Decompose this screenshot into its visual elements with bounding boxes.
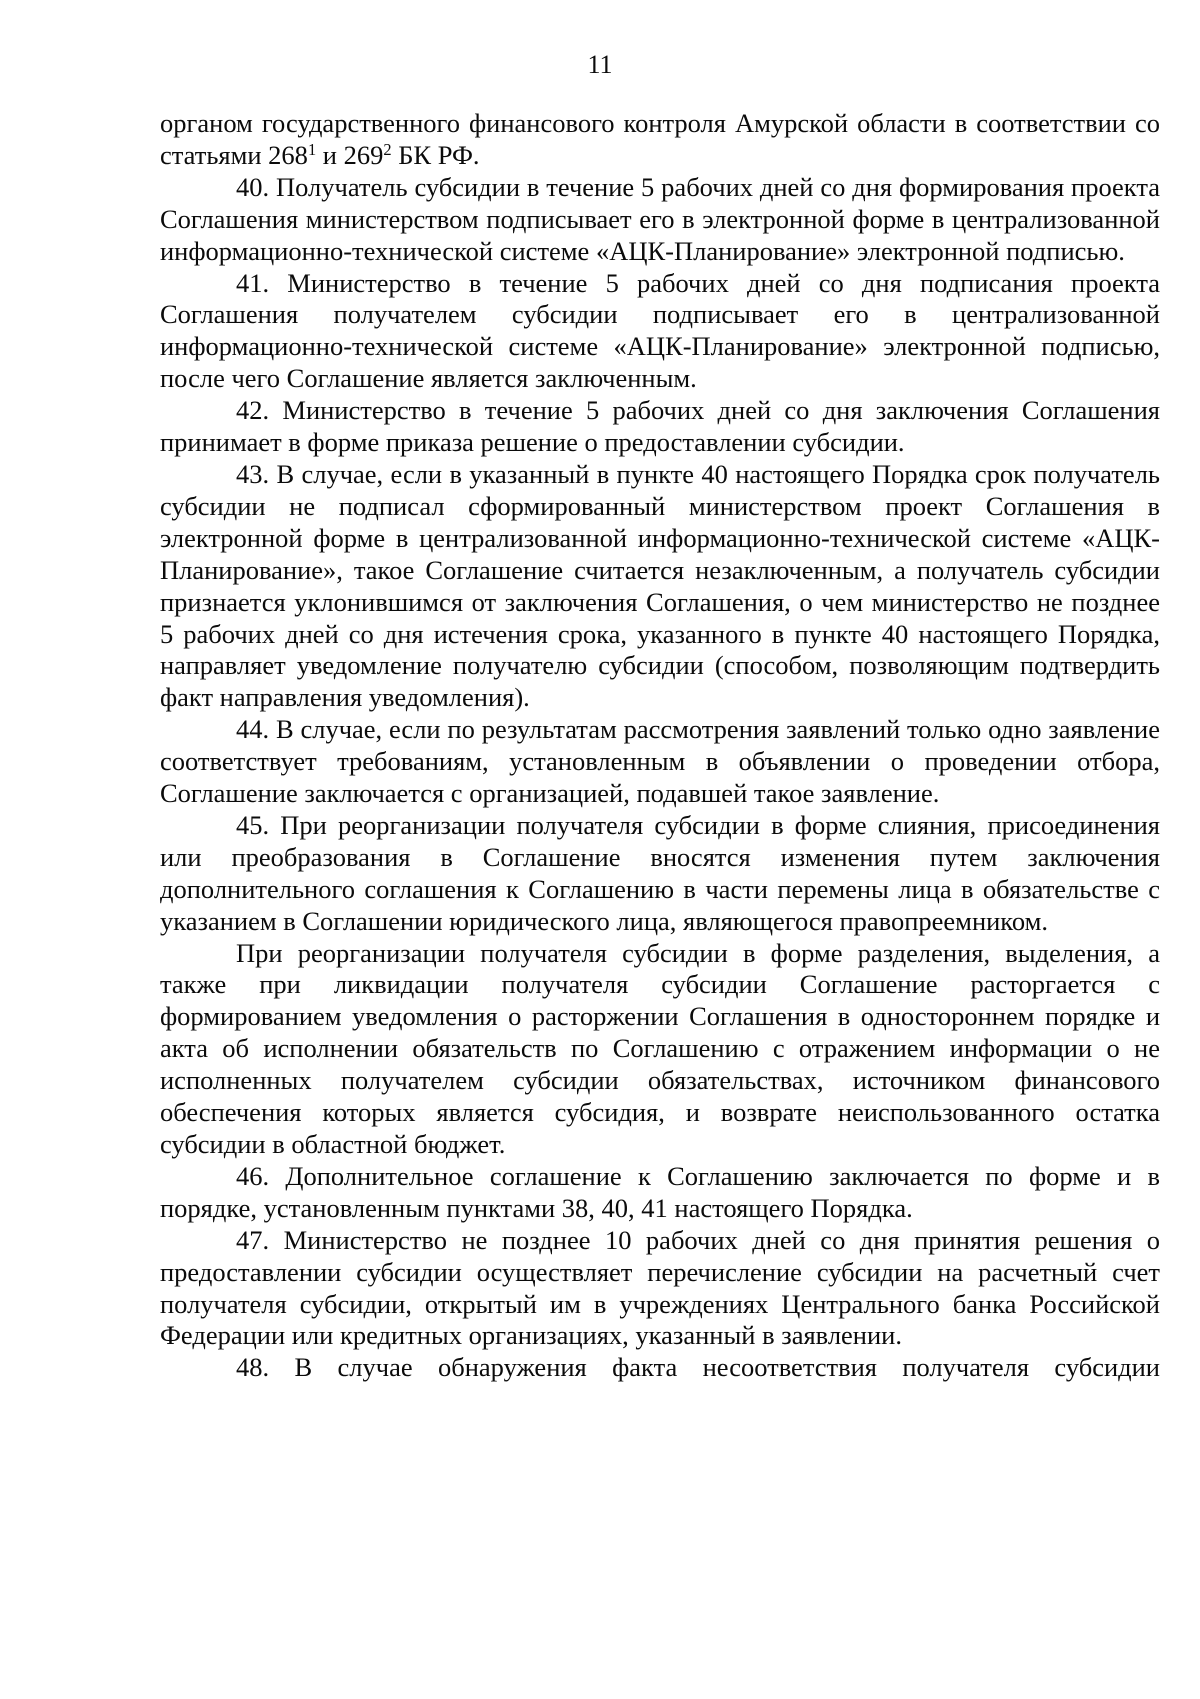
paragraph-45-second: При реорганизации получателя субсидии в форме разделения, выделения, а также при ликвидации получателя субсидии Соглашение расторгается с формированием уведомления о расторжении Соглашения в одностороннем порядке и акта об исполнении обязательств по Соглашению с отражением информации о не исполненных получателем субсидии обязательствах, источником финансового обеспечения которых является субсидия, и возврате неиспользованного остатка субсидии в областной бюджет.	[160, 937, 1160, 1159]
footnote-superscript-1: 1	[307, 139, 317, 159]
paragraph-39-text-a: органом государственного финансового контроля Амурской области в соответствии со статьями 268	[160, 108, 1160, 170]
paragraph-41: 41. Министерство в течение 5 рабочих дней со дня подписания проекта Соглашения получателем субсидии подписывает его в централизованной информационно-технической системе «АЦК-Планирование» электронной подписью, после чего Соглашение является заключенным.	[160, 267, 1160, 394]
paragraph-39-continuation	[160, 108, 1160, 172]
paragraph-44: 44. В случае, если по результатам рассмотрения заявлений только одно заявление соответствует требованиям, установленным в объявлении о проведении отбора, Соглашение заключается с организацией, подавшей такое заявление.	[160, 714, 1160, 809]
paragraph-48: 48. В случае обнаружения факта несоответствия получателя субсидии	[236, 1352, 1160, 1383]
paragraph-45: 45. При реорганизации получателя субсидии в форме слияния, присоединения или преобразования в Соглашение вносятся изменения путем заключения дополнительного соглашения к Соглашению в части перемены лица в обязательстве с указанием в Соглашении юридического лица, являющегося правопреемником.	[160, 809, 1160, 936]
document-body	[160, 108, 1160, 1384]
paragraph-39-text-c: БК РФ.	[391, 139, 480, 170]
paragraph-46: 46. Дополнительное соглашение к Соглашению заключается по форме и в порядке, установленным пунктами 38, 40, 41 настоящего Порядка.	[160, 1160, 1160, 1223]
page-number: 11	[587, 50, 613, 79]
paragraph-43: 43. В случае, если в указанный в пункте 40 настоящего Порядка срок получатель субсидии не подписал сформированный министерством проект Соглашения в электронной форме в централизованной информационно-технической системе «АЦК-Планирование», такое Соглашение считается незаключенным, а получатель субсидии признается уклонившимся от заключения Соглашения, о чем министерство не позднее 5 рабочих дней со дня истечения срока, указанного в пункте 40 настоящего Порядка, направляет уведомление получателю субсидии (способом, позволяющим подтвердить факт направления уведомления).	[160, 458, 1160, 713]
footnote-superscript-2: 2	[383, 139, 392, 159]
paragraph-47: 47. Министерство не позднее 10 рабочих дней со дня принятия решения о предоставлении субсидии осуществляет перечисление субсидии на расчетный счет получателя субсидии, открытый им в учреждениях Центрального банка Российской Федерации или кредитных организациях, указанный в заявлении.	[160, 1224, 1160, 1351]
paragraph-40: 40. Получатель субсидии в течение 5 рабочих дней со дня формирования проекта Соглашения министерством подписывает его в электронной форме в централизованной информационно-технической системе «АЦК-Планирование» электронной подписью.	[160, 171, 1160, 266]
paragraph-39-text-b: и 269	[316, 139, 384, 170]
paragraph-42: 42. Министерство в течение 5 рабочих дней со дня заключения Соглашения принимает в форме приказа решение о предоставлении субсидии.	[160, 395, 1160, 458]
